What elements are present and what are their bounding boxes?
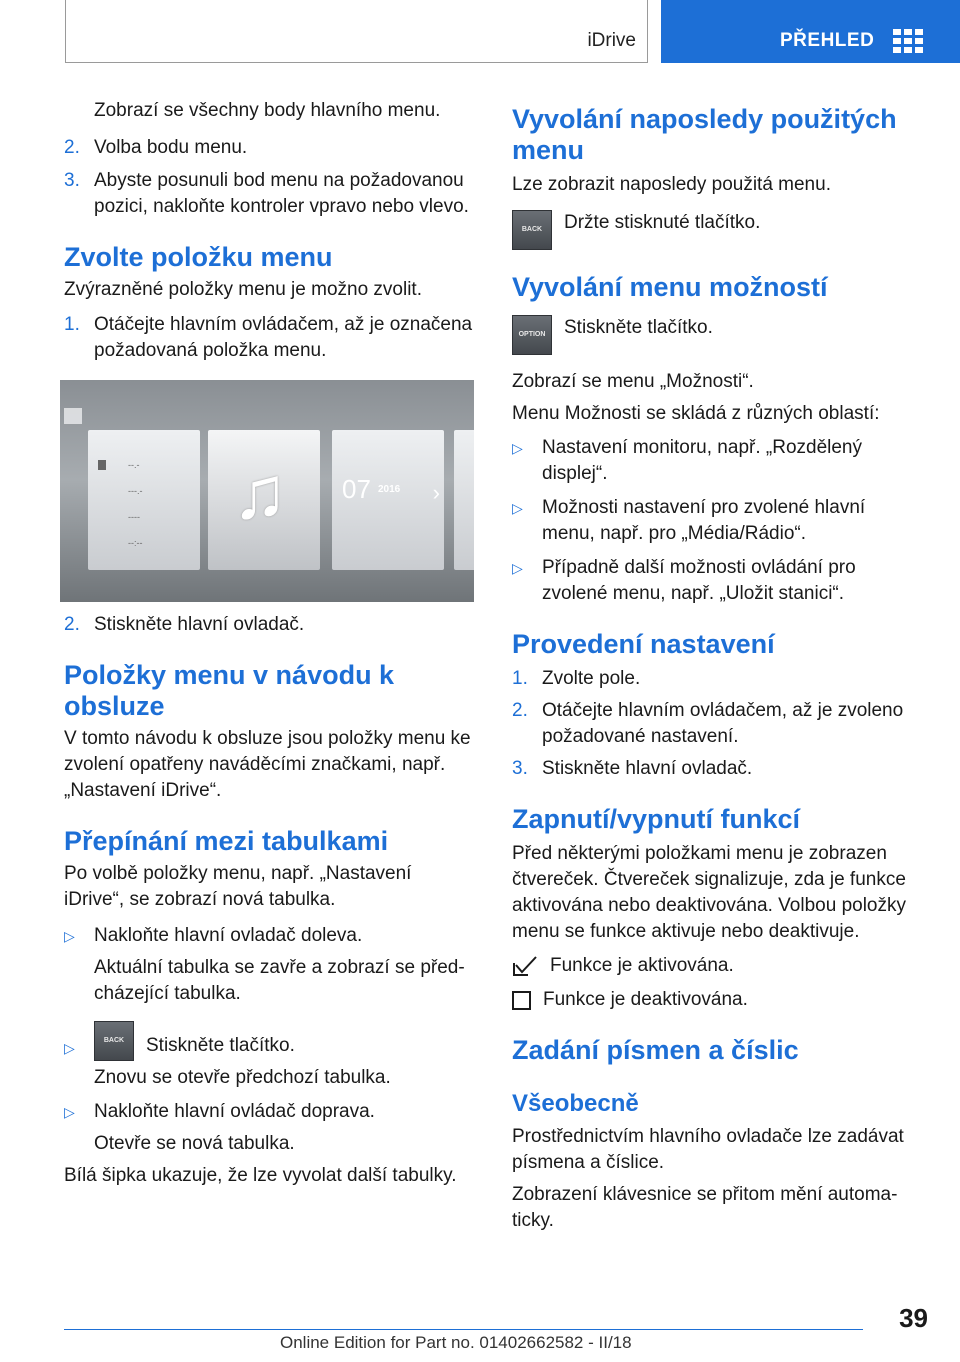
step-number: 2. [64,614,80,635]
right-column [512,104,922,1234]
triangle-bullet-icon: ▷ [64,1104,75,1120]
menu-card-partial [454,430,474,570]
step-item [64,135,476,161]
recent-text: Lze zobrazit naposledy použitá menu. [512,174,831,195]
list-item: ▷ Možnosti nastavení pro zvolené hlavní menu, např. pro „Média/Rádio“. [512,497,866,544]
left-column [64,98,476,1189]
list-item: ▷ Případně další možnosti ovládání pro zvolené menu, např. „Uložit stanici“. [512,557,856,604]
back-button-icon: BACK [94,1021,134,1061]
tabs-text: Po volbě položky menu, např. „Nastavení iDrive“, se zobrazí nová tabulka. [64,863,412,910]
option-button-icon: OPTION [512,315,552,355]
header-section-title: iDrive [587,30,636,51]
list-item: ▷ Nastavení monitoru, např. „Rozdělený displej“. [512,437,862,484]
step-text: Abyste posunuli bod menu na požadovanou pozici, nakloňte kontroler vpravo nebo vlevo. [94,170,469,217]
list-item: ▷ Nakloňte hlavní ovladač doleva. [64,923,476,949]
select-text: Zvýrazněné položky menu je možno zvolit. [64,279,422,300]
options-instruction: OPTION Stiskněte tlačítko. [512,315,922,355]
grid-icon [893,29,923,53]
step-number: 3. [64,170,80,191]
arrow-text: Bílá šipka ukazuje, že lze vyvolat další tabulky. [64,1165,457,1186]
car-icon [64,408,82,424]
heading-toggle-functions: Zapnutí/vypnutí funkcí [512,804,800,834]
step-item [64,168,476,220]
heading-manual-items: Položky menu v návodu k obsluze [64,660,395,721]
menu-card-communication: 07 2016 › [332,430,444,570]
toggle-text: Před některými položkami menu je zobrazen čtvereček. Čtvereček signalizuje, zda je funkce aktivována nebo deaktivována. Volbou položky menu se funkce aktivuje nebo deaktivuje. [512,843,906,942]
menu-card-vehicle: --.- ---.- ---- --:-- [88,430,200,570]
step-text: Volba bodu menu. [94,137,248,158]
list-item-detail: Znovu se otevře předchozí tabulka. [94,1067,391,1088]
step-text: Stiskněte hlavní ovladač. [94,614,305,635]
triangle-bullet-icon: ▷ [64,1040,75,1056]
heading-switch-tabs: Přepínání mezi tabulkami [64,826,389,856]
manual-text: V tomto návodu k obsluze jsou položky menu ke zvolení opatřeny naváděcími značkami, např. „Nastavení iDrive“. [64,728,471,801]
unchecked-legend: Funkce je deaktivována. [512,987,922,1013]
list-item: ▷ Nakloňte hlavní ovládač doprava. [64,1099,476,1125]
menu-card-media [208,430,320,570]
step-item [64,312,476,364]
step-item: 3. Stiskněte hlavní ovladač. [512,758,753,779]
unchecked-box-icon [512,991,531,1010]
triangle-bullet-icon: ▷ [512,500,523,516]
step-number: 1. [64,314,80,335]
list-item-detail: Aktuální tabulka se zavře a zobrazí se předcházející tabulka. [94,957,465,1004]
checked-box-icon [512,955,538,977]
header-chapter-label: PŘEHLED [780,30,875,51]
intro-text: Zobrazí se všechny body hlavního menu. [94,100,441,121]
step-item: 1. Zvolte pole. [512,668,641,689]
step-number: 2. [64,137,80,158]
list-item: ▷ BACK Stiskněte tlačítko. [64,1021,476,1061]
back-button-icon: BACK [512,210,552,250]
recent-instruction: BACK Držte stisknuté tlačítko. [512,210,922,250]
subheading-general: Všeobecně [512,1090,639,1117]
general-text-1: Prostřednictvím hlavního ovladače lze zadávat písmena a číslice. [512,1126,904,1173]
list-item-detail: Otevře se nová tabulka. [94,1133,295,1154]
heading-recent-menu: Vyvolání naposledy použitých menu [512,104,897,165]
heading-settings: Provedení nastavení [512,629,775,659]
step-item [64,612,476,638]
step-item: 2. Otáčejte hlavním ovládačem, až je zvoleno požadované nastavení. [512,700,904,747]
footer-divider [64,1329,863,1330]
triangle-bullet-icon: ▷ [512,560,523,576]
header-chapter-tab[interactable] [661,0,960,63]
music-note-icon: ♫ [232,451,288,534]
step-text: Otáčejte hlavním ovládačem, až je označena požadovaná položka menu. [94,314,473,361]
triangle-bullet-icon: ▷ [64,928,75,944]
page-number: 39 [899,1303,928,1333]
heading-input: Zadání písmen a číslic [512,1035,799,1065]
checked-legend: Funkce je aktivována. [512,953,922,979]
options-text-2: Menu Možnosti se skládá z různých oblastí: [512,403,880,424]
footer-edition: Online Edition for Part no. 01402662582 - II/18 [280,1333,632,1352]
chevron-right-icon: › [432,480,440,505]
heading-select-item: Zvolte položku menu [64,242,333,272]
header-frame [65,0,648,63]
triangle-bullet-icon: ▷ [512,440,523,456]
general-text-2: Zobrazení klávesnice se přitom mění automaticky. [512,1184,898,1231]
heading-options-menu: Vyvolání menu možností [512,272,828,302]
idrive-screen-image [60,380,474,602]
options-text-1: Zobrazí se menu „Možnosti“. [512,371,754,392]
